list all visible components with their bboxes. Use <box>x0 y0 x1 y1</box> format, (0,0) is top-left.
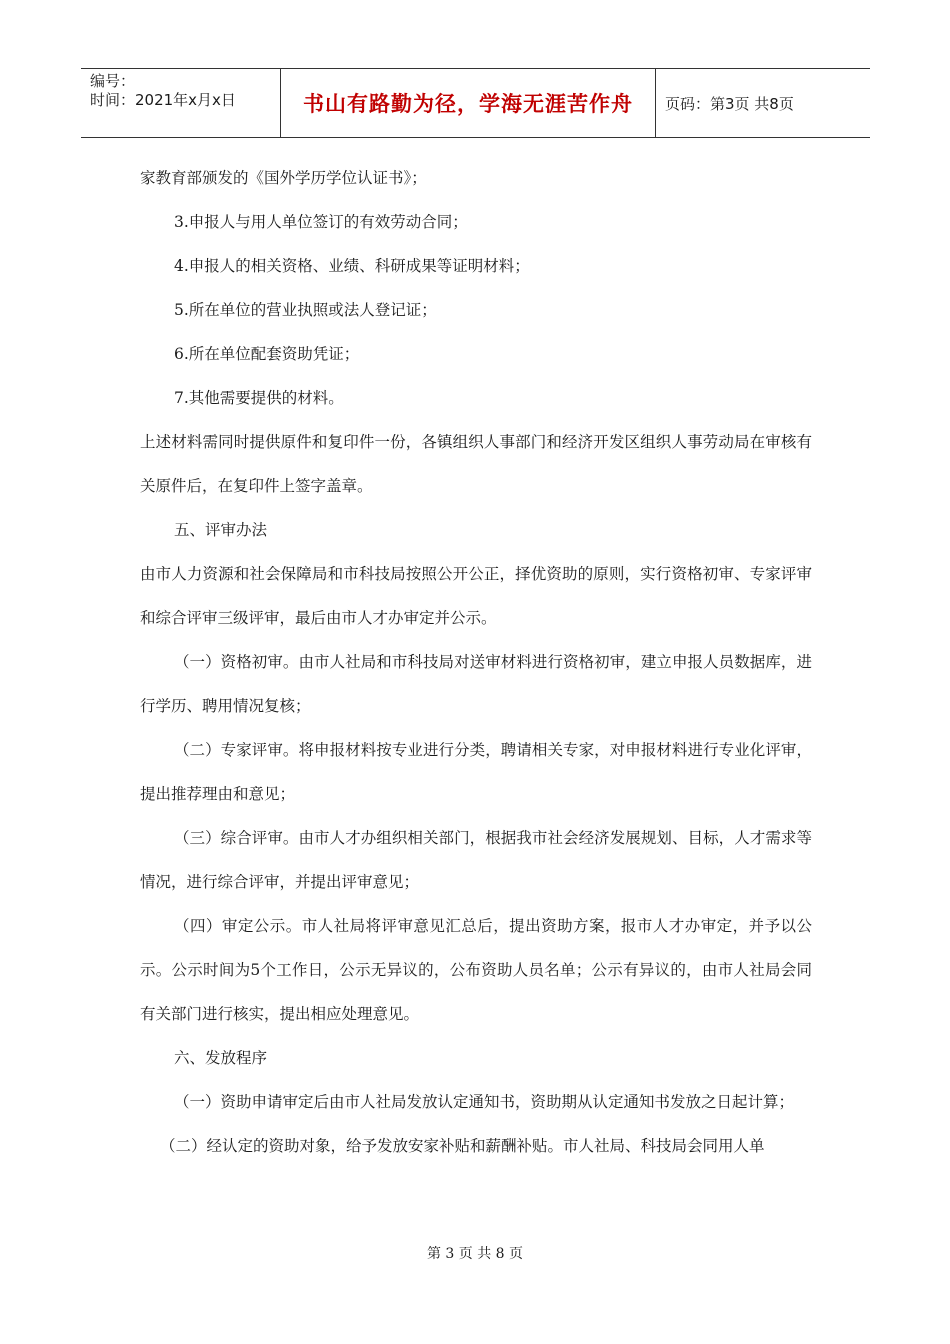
paragraph: （三）综合评审。由市人才办组织相关部门，根据我市社会经济发展规划、目标，人才需求等情况，进行综合评审，并提出评审意见； <box>140 829 812 891</box>
list-item-7: 7.其他需要提供的材料。 <box>174 389 344 407</box>
paragraph: 上述材料需同时提供原件和复印件一份，各镇组织人事部门和经济开发区组织人事劳动局在审核有关原件后，在复印件上签字盖章。 <box>140 433 812 495</box>
paragraph: （二）专家评审。将申报材料按专业进行分类，聘请相关专家，对申报材料进行专业化评审，提出推荐理由和意见； <box>140 741 812 803</box>
section-heading: 五、评审办法 <box>174 521 268 539</box>
document-header <box>81 68 870 138</box>
list-item-5: 5.所在单位的营业执照或法人登记证； <box>174 301 437 319</box>
list-item-4: 4.申报人的相关资格、业绩、科研成果等证明材料； <box>174 257 530 275</box>
document-code-label: 编号： <box>90 72 136 90</box>
header-meta-cell <box>81 69 281 137</box>
header-motto: 书山有路勤为径，学海无涯苦作舟 <box>281 69 656 137</box>
section-heading: 六、发放程序 <box>174 1049 268 1067</box>
document-date-label: 时间：2021年x月x日 <box>90 91 236 109</box>
list-item-3: 3.申报人与用人单位签订的有效劳动合同； <box>174 213 468 231</box>
header-page-info: 页码：第3页 共8页 <box>665 94 794 113</box>
paragraph: （一）资助申请审定后由市人社局发放认定通知书，资助期从认定通知书发放之日起计算； <box>174 1093 795 1111</box>
paragraph: 家教育部颁发的《国外学历学位认证书》； <box>140 169 427 187</box>
document-body <box>140 156 812 1168</box>
paragraph: （四）审定公示。市人社局将评审意见汇总后，提出资助方案，报市人才办审定，并予以公示。公示时间为5个工作日，公示无异议的，公布资助人员名单；公示有异议的，由市人社局会同有关部门进行核实，提出相应处理意见。 <box>140 917 812 1023</box>
paragraph: （二）经认定的资助对象，给予发放安家补贴和薪酬补贴。市人社局、科技局会同用人单 <box>160 1137 765 1155</box>
list-item-6: 6.所在单位配套资助凭证； <box>174 345 360 363</box>
paragraph: 由市人力资源和社会保障局和市科技局按照公开公正，择优资助的原则，实行资格初审、专家评审和综合评审三级评审，最后由市人才办审定并公示。 <box>140 565 812 627</box>
page-footer: 第 3 页 共 8 页 <box>426 1246 524 1262</box>
paragraph: （一）资格初审。由市人社局和市科技局对送审材料进行资格初审，建立申报人员数据库，进行学历、聘用情况复核； <box>140 653 812 715</box>
